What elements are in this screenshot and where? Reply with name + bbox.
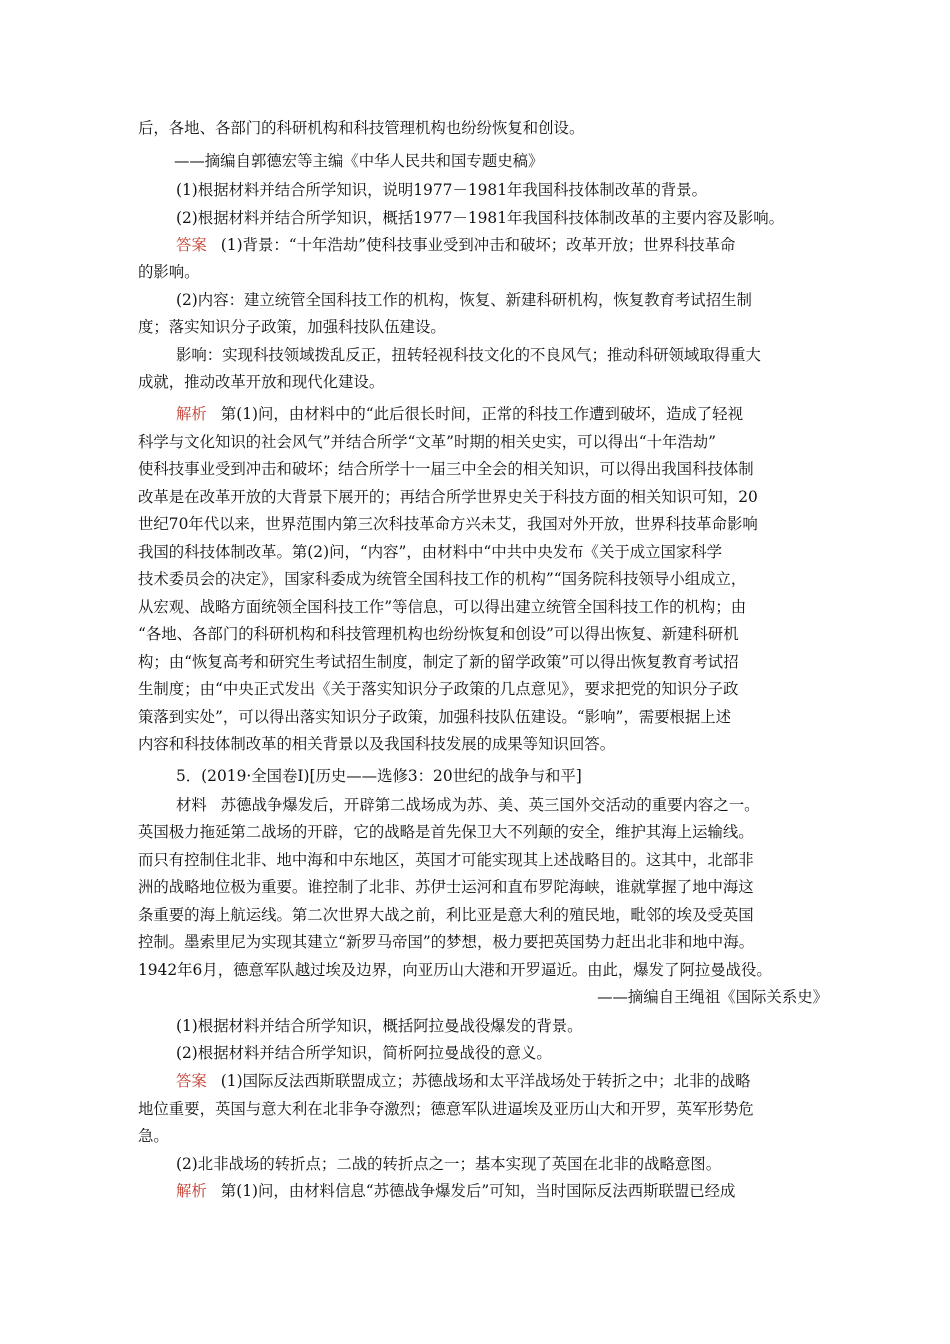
text-line: 英国极力拖延第二战场的开辟，它的战略是首先保卫大不列颠的安全，维护其海上运输线。 bbox=[138, 823, 754, 841]
text-line: 条重要的海上航运线。第二次世界大战之前，利比亚是意大利的殖民地，毗邻的埃及受英国 bbox=[138, 906, 754, 924]
text-line: 技术委员会的决定》，国家科委成为统管全国科技工作的机构”“国务院科技领导小组成立， bbox=[138, 570, 747, 588]
text-line: (1)国际反法西斯联盟成立；苏德战场和太平洋战场处于转折之中；北非的战略 bbox=[220, 1072, 751, 1090]
text-line: (2)内容：建立统管全国科技工作的机构，恢复、新建科研机构，恢复教育考试招生制 bbox=[176, 291, 752, 309]
text-line: 的影响。 bbox=[138, 263, 200, 281]
text-line: 构；由“恢复高考和研究生考试招生制度，制定了新的留学政策”可以得出恢复教育考试招 bbox=[138, 653, 739, 671]
question-2: (2)根据材料并结合所学知识，简析阿拉曼战役的意义。 bbox=[176, 1044, 552, 1062]
text-line: (1)背景：“十年浩劫”使科技事业受到冲击和破坏；改革开放；世界科技革命 bbox=[220, 236, 736, 254]
text-line: 1942年6月，德意军队越过埃及边界，向亚历山大港和开罗逼近。由此，爆发了阿拉曼战役。 bbox=[138, 961, 772, 979]
answer-line bbox=[176, 1071, 828, 1091]
text-line: 我国的科技体制改革。第(2)问，“内容”，由材料中“中共中央发布《关于成立国家科学 bbox=[138, 543, 723, 561]
text-line: 苏德战争爆发后，开辟第二战场成为苏、美、英三国外交活动的重要内容之一。 bbox=[220, 796, 760, 814]
text-line: 急。 bbox=[138, 1127, 169, 1145]
text-line: 内容和科技体制改革的相关背景以及我国科技发展的成果等知识回答。 bbox=[138, 735, 616, 753]
text-line: 影响：实现科技领域拨乱反正，扭转轻视科技文化的不良风气；推动科研领域取得重大 bbox=[176, 346, 761, 364]
text-line: “各地、各部门的科研机构和科技管理机构也纷纷恢复和创设”可以得出恢复、新建科研机 bbox=[138, 625, 739, 643]
question-heading: 5．(2019·全国卷Ⅰ)[历史——选修3：20世纪的战争与和平] bbox=[176, 767, 582, 785]
text-line: 科学与文化知识的社会风气”并结合所学“文革”时期的相关史实，可以得出“十年浩劫” bbox=[138, 433, 717, 451]
text-line: 控制。墨索里尼为实现其建立“新罗马帝国”的梦想，极力要把英国势力赶出北非和地中海。 bbox=[138, 933, 754, 951]
text-line: 改革是在改革开放的大背景下展开的；再结合所学世界史关于科技方面的相关知识可知，20 bbox=[138, 488, 758, 506]
question-1: (1)根据材料并结合所学知识，概括阿拉曼战役爆发的背景。 bbox=[176, 1017, 583, 1035]
source-citation: ——摘编自王绳祖《国际关系史》 bbox=[597, 988, 828, 1006]
text-line: 地位重要，英国与意大利在北非争夺激烈；德意军队进逼埃及亚历山大和开罗，英军形势危 bbox=[138, 1100, 754, 1118]
material-label: 材料 bbox=[176, 796, 207, 814]
text-line: 第(1)问，由材料中的“此后很长时间，正常的科技工作遭到破坏，造成了轻视 bbox=[220, 405, 743, 423]
analysis-label: 解析 bbox=[176, 405, 207, 423]
text-line: (2)北非战场的转折点；二战的转折点之一；基本实现了英国在北非的战略意图。 bbox=[176, 1155, 722, 1173]
text-line: 洲的战略地位极为重要。谁控制了北非、苏伊士运河和直布罗陀海峡，谁就掌握了地中海这 bbox=[138, 878, 754, 896]
text-line: 策落到实处”，可以得出落实知识分子政策，加强科技队伍建设。“影响”，需要根据上述 bbox=[138, 708, 732, 726]
answer-label: 答案 bbox=[176, 1072, 207, 1090]
question-2: (2)根据材料并结合所学知识，概括1977－1981年我国科技体制改革的主要内容及影响。 bbox=[176, 209, 785, 227]
text-line: 第(1)问，由材料信息“苏德战争爆发后”可知，当时国际反法西斯联盟已经成 bbox=[220, 1182, 736, 1200]
text-line: 从宏观、战略方面统领全国科技工作”等信息，可以得出建立统管全国科技工作的机构；由 bbox=[138, 598, 747, 616]
text-line: 世纪70年代以来，世界范围内第三次科技革命方兴未艾，我国对外开放，世界科技革命影响 bbox=[138, 515, 758, 533]
text-line: 成就，推动改革开放和现代化建设。 bbox=[138, 373, 385, 391]
text-line: 生制度；由“中央正式发出《关于落实知识分子政策的几点意见》，要求把党的知识分子政 bbox=[138, 680, 739, 698]
question-1: (1)根据材料并结合所学知识，说明1977－1981年我国科技体制改革的背景。 bbox=[176, 181, 708, 199]
text-line: 而只有控制住北非、地中海和中东地区，英国才可能实现其上述战略目的。这其中，北部非 bbox=[138, 851, 754, 869]
text-line: 使科技事业受到冲击和破坏；结合所学十一届三中全会的相关知识，可以得出我国科技体制 bbox=[138, 460, 754, 478]
answer-line bbox=[176, 235, 828, 255]
material-line bbox=[176, 795, 828, 815]
answer-label: 答案 bbox=[176, 236, 207, 254]
analysis-line bbox=[176, 1181, 828, 1201]
source-citation: ——摘编自郭德宏等主编《中华人民共和国专题史稿》 bbox=[174, 152, 544, 170]
analysis-label: 解析 bbox=[176, 1182, 207, 1200]
analysis-line bbox=[176, 404, 828, 424]
text-line: 度；落实知识分子政策，加强科技队伍建设。 bbox=[138, 318, 446, 336]
text-line: 后，各地、各部门的科研机构和科技管理机构也纷纷恢复和创设。 bbox=[138, 119, 585, 137]
